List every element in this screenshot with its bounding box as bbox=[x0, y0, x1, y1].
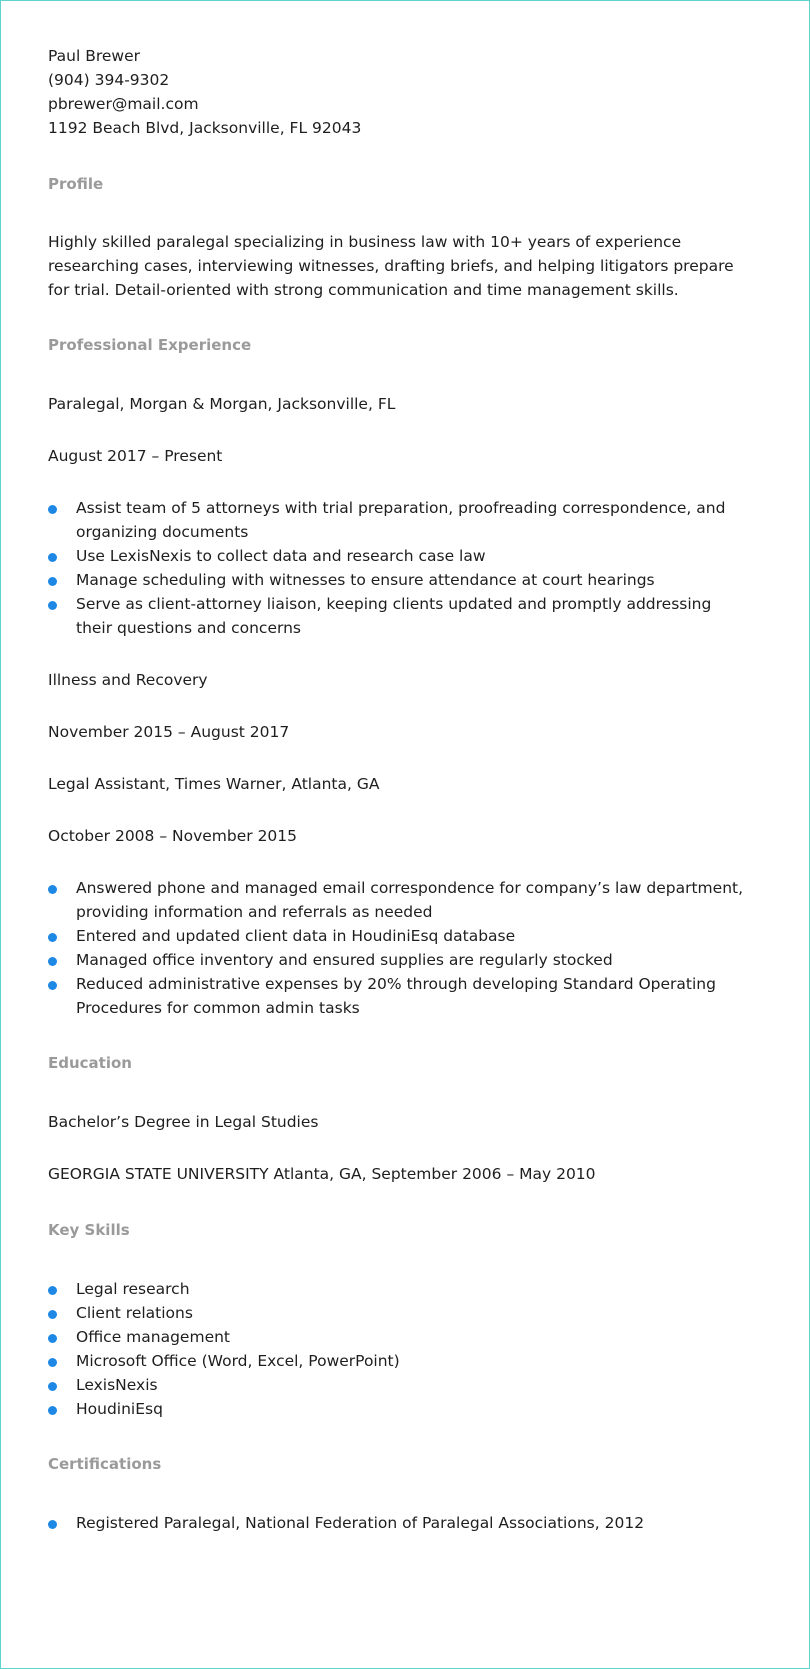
bullet-icon bbox=[48, 1358, 57, 1367]
list-item: LexisNexis bbox=[48, 1373, 748, 1397]
list-item: Office management bbox=[48, 1325, 748, 1349]
job1-title: Paralegal, Morgan & Morgan, Jacksonville, FL bbox=[48, 395, 396, 413]
contact-phone: (904) 394-9302 bbox=[48, 71, 170, 89]
job2-bullets bbox=[48, 876, 748, 1020]
contact-block bbox=[48, 44, 748, 140]
profile-heading: Profile bbox=[48, 175, 104, 193]
certifications-list bbox=[48, 1511, 748, 1535]
bullet-icon bbox=[48, 1406, 57, 1415]
profile-text: Highly skilled paralegal specializing in business law with 10+ years of experience researching cases, interviewing witnesses, drafting briefs, and helping litigators prepare for trial. Detail-oriented with strong communication and time management skills. bbox=[48, 233, 734, 299]
education-degree: Bachelor’s Degree in Legal Studies bbox=[48, 1113, 319, 1131]
bullet-icon bbox=[48, 601, 57, 610]
bullet-icon bbox=[48, 1310, 57, 1319]
contact-name: Paul Brewer bbox=[48, 47, 140, 65]
list-item: Serve as client-attorney liaison, keeping clients updated and promptly addressing their questions and concerns bbox=[48, 592, 748, 640]
list-item: HoudiniEsq bbox=[48, 1397, 748, 1421]
bullet-icon bbox=[48, 1286, 57, 1295]
list-item: Client relations bbox=[48, 1301, 748, 1325]
bullet-icon bbox=[48, 553, 57, 562]
experience-heading: Professional Experience bbox=[48, 336, 252, 354]
job1-dates: August 2017 – Present bbox=[48, 447, 223, 465]
bullet-icon bbox=[48, 1334, 57, 1343]
bullet-icon bbox=[48, 885, 57, 894]
bullet-icon bbox=[48, 933, 57, 942]
bullet-icon bbox=[48, 505, 57, 514]
list-item: Managed office inventory and ensured supplies are regularly stocked bbox=[48, 948, 748, 972]
list-item: Microsoft Office (Word, Excel, PowerPoint) bbox=[48, 1349, 748, 1373]
education-school: GEORGIA STATE UNIVERSITY Atlanta, GA, September 2006 – May 2010 bbox=[48, 1165, 596, 1183]
list-item: Manage scheduling with witnesses to ensure attendance at court hearings bbox=[48, 568, 748, 592]
list-item: Answered phone and managed email correspondence for company’s law department, providing information and referrals as needed bbox=[48, 876, 748, 924]
contact-email: pbrewer@mail.com bbox=[48, 95, 199, 113]
job1-bullets bbox=[48, 496, 748, 640]
bullet-icon bbox=[48, 957, 57, 966]
gap-dates: November 2015 – August 2017 bbox=[48, 723, 290, 741]
job2-dates: October 2008 – November 2015 bbox=[48, 827, 298, 845]
contact-address: 1192 Beach Blvd, Jacksonville, FL 92043 bbox=[48, 119, 362, 137]
list-item: Use LexisNexis to collect data and research case law bbox=[48, 544, 748, 568]
certifications-heading: Certifications bbox=[48, 1455, 162, 1473]
skills-heading: Key Skills bbox=[48, 1221, 130, 1239]
resume-document bbox=[48, 44, 748, 1535]
skills-list bbox=[48, 1277, 748, 1421]
bullet-icon bbox=[48, 981, 57, 990]
list-item: Legal research bbox=[48, 1277, 748, 1301]
bullet-icon bbox=[48, 577, 57, 586]
bullet-icon bbox=[48, 1382, 57, 1391]
list-item: Registered Paralegal, National Federation of Paralegal Associations, 2012 bbox=[48, 1511, 748, 1535]
list-item: Entered and updated client data in HoudiniEsq database bbox=[48, 924, 748, 948]
job2-title: Legal Assistant, Times Warner, Atlanta, GA bbox=[48, 775, 380, 793]
list-item: Reduced administrative expenses by 20% through developing Standard Operating Procedures for common admin tasks bbox=[48, 972, 748, 1020]
education-heading: Education bbox=[48, 1054, 132, 1072]
list-item: Assist team of 5 attorneys with trial preparation, proofreading correspondence, and organizing documents bbox=[48, 496, 748, 544]
gap-title: Illness and Recovery bbox=[48, 671, 208, 689]
bullet-icon bbox=[48, 1520, 57, 1529]
